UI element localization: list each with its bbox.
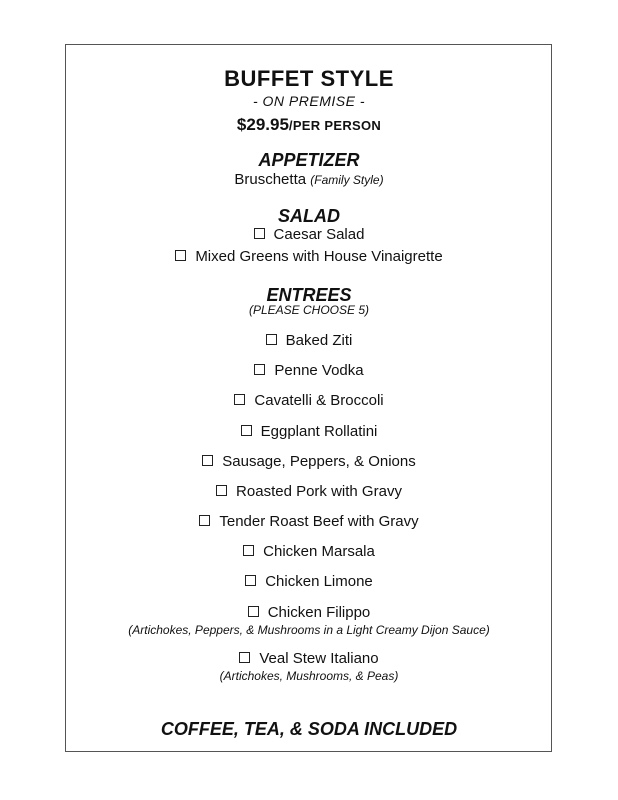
checkbox-icon[interactable] [266,334,277,345]
entree-option-label: Chicken Marsala [263,543,375,560]
entree-option[interactable] [0,513,618,530]
checkbox-icon[interactable] [241,425,252,436]
salad-option[interactable] [0,248,618,265]
menu-footer: COFFEE, TEA, & SODA INCLUDED [160,719,458,739]
entree-option-label: Baked Ziti [285,332,353,349]
entree-option[interactable] [0,392,618,409]
checkbox-icon[interactable] [254,228,265,239]
entree-option[interactable] [0,650,618,667]
checkbox-icon[interactable] [234,394,245,405]
entree-option-label: Penne Vodka [274,362,364,379]
appetizer-heading: APPETIZER [258,150,360,170]
checkbox-icon[interactable] [243,545,254,556]
entree-option[interactable] [0,573,618,590]
entree-option-label: Tender Roast Beef with Gravy [219,513,419,530]
entrees-instruction: (PLEASE CHOOSE 5) [248,303,370,317]
checkbox-icon[interactable] [175,250,186,261]
entree-option-label: Chicken Filippo [267,604,371,621]
entrees-heading: ENTREES [266,285,352,305]
entree-option[interactable] [0,332,618,349]
entree-option[interactable] [0,423,618,440]
appetizer-line [0,171,618,188]
checkbox-icon[interactable] [202,455,213,466]
salad-option-label: Caesar Salad [273,226,365,243]
entree-option-label: Veal Stew Italiano [259,650,379,667]
entree-option-label: Sausage, Peppers, & Onions [222,453,416,470]
entree-option[interactable] [0,604,618,621]
entree-option[interactable] [0,362,618,379]
salad-heading: SALAD [278,206,340,226]
entree-option[interactable] [0,483,618,500]
entree-option-label: Roasted Pork with Gravy [236,483,402,500]
price-amount: $29.95 [236,115,289,134]
checkbox-icon[interactable] [216,485,227,496]
entree-option[interactable] [0,453,618,470]
price-unit: /PER PERSON [288,118,382,133]
menu-subtitle: - ON PREMISE - [252,93,365,109]
entree-note: (Artichokes, Peppers, & Mushrooms in a Light Creamy Dijon Sauce) [128,623,490,637]
checkbox-icon[interactable] [248,606,259,617]
checkbox-icon[interactable] [239,652,250,663]
entree-option-label: Chicken Limone [265,573,373,590]
checkbox-icon[interactable] [245,575,256,586]
entree-note: (Artichokes, Mushrooms, & Peas) [219,669,399,683]
salad-option-label: Mixed Greens with House Vinaigrette [195,248,443,265]
appetizer-note: (Family Style) [310,173,384,187]
salad-option[interactable] [0,226,618,243]
entree-option-label: Eggplant Rollatini [260,423,378,440]
checkbox-icon[interactable] [199,515,210,526]
checkbox-icon[interactable] [254,364,265,375]
price-line [0,115,618,135]
entree-option-label: Cavatelli & Broccoli [254,392,384,409]
menu-title: BUFFET STYLE [224,66,394,91]
entree-option[interactable] [0,543,618,560]
appetizer-item: Bruschetta [234,171,307,188]
